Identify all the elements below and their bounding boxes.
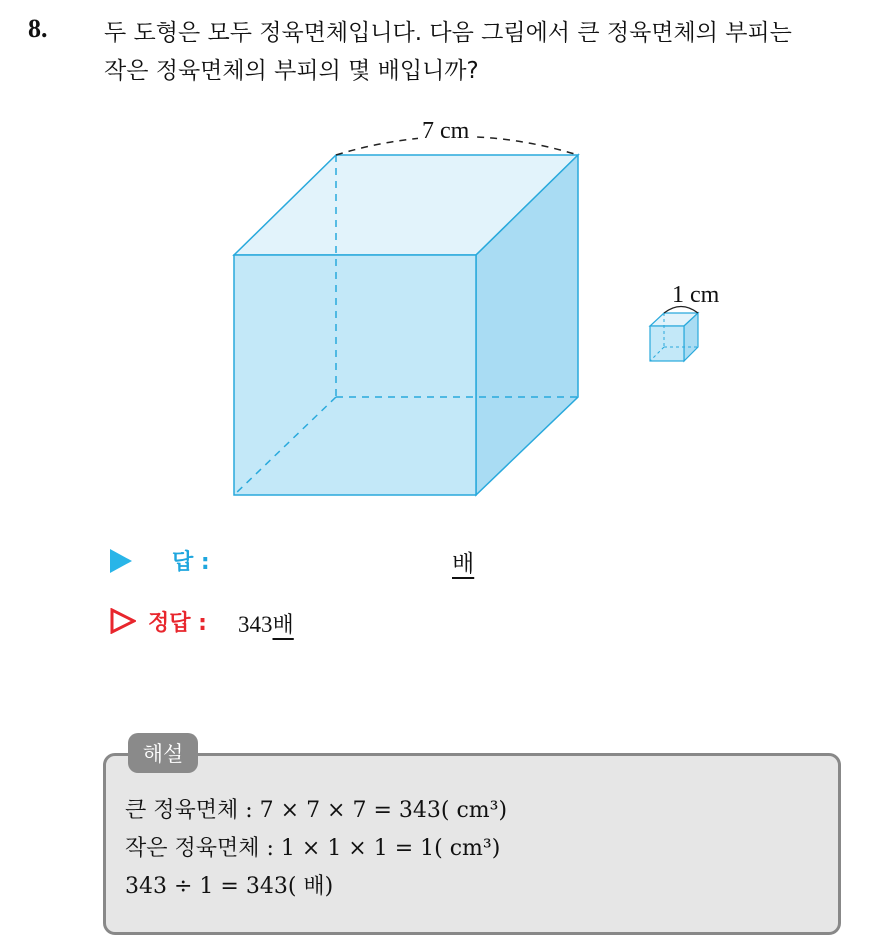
small-cube-label: 1 cm xyxy=(672,282,720,308)
solution-line-1: 큰 정육면체 : 7 × 7 × 7 = 343( cm³) xyxy=(125,798,508,823)
big-cube-label: 7 cm xyxy=(418,118,473,145)
big-cube xyxy=(234,137,578,496)
small-cube xyxy=(650,307,698,362)
big-cube-front-face xyxy=(234,255,476,495)
correct-answer-value xyxy=(238,608,294,639)
solution-line-2: 작은 정육면체 : 1 × 1 × 1 = 1( cm³) xyxy=(125,836,501,861)
question-line-1: 두 도형은 모두 정육면체입니다. 다음 그림에서 큰 정육면체의 부피는 xyxy=(104,20,792,46)
question-line-2: 작은 정육면체의 부피의 몇 배입니까? xyxy=(104,58,479,84)
correct-answer-label: 정답 : xyxy=(148,611,207,636)
correct-answer-number: 343 xyxy=(238,612,273,637)
play-triangle-icon xyxy=(110,549,132,573)
correct-answer-unit: 배 xyxy=(272,613,294,638)
answer-unit: 배 xyxy=(452,551,475,577)
solution-tag: 해설 xyxy=(128,733,198,773)
answer-label: 답 : xyxy=(172,550,210,575)
solution-line-3: 343 ÷ 1 = 343( 배) xyxy=(125,874,334,899)
question-number: 8. xyxy=(28,14,48,43)
outline-triangle-icon xyxy=(110,608,136,634)
